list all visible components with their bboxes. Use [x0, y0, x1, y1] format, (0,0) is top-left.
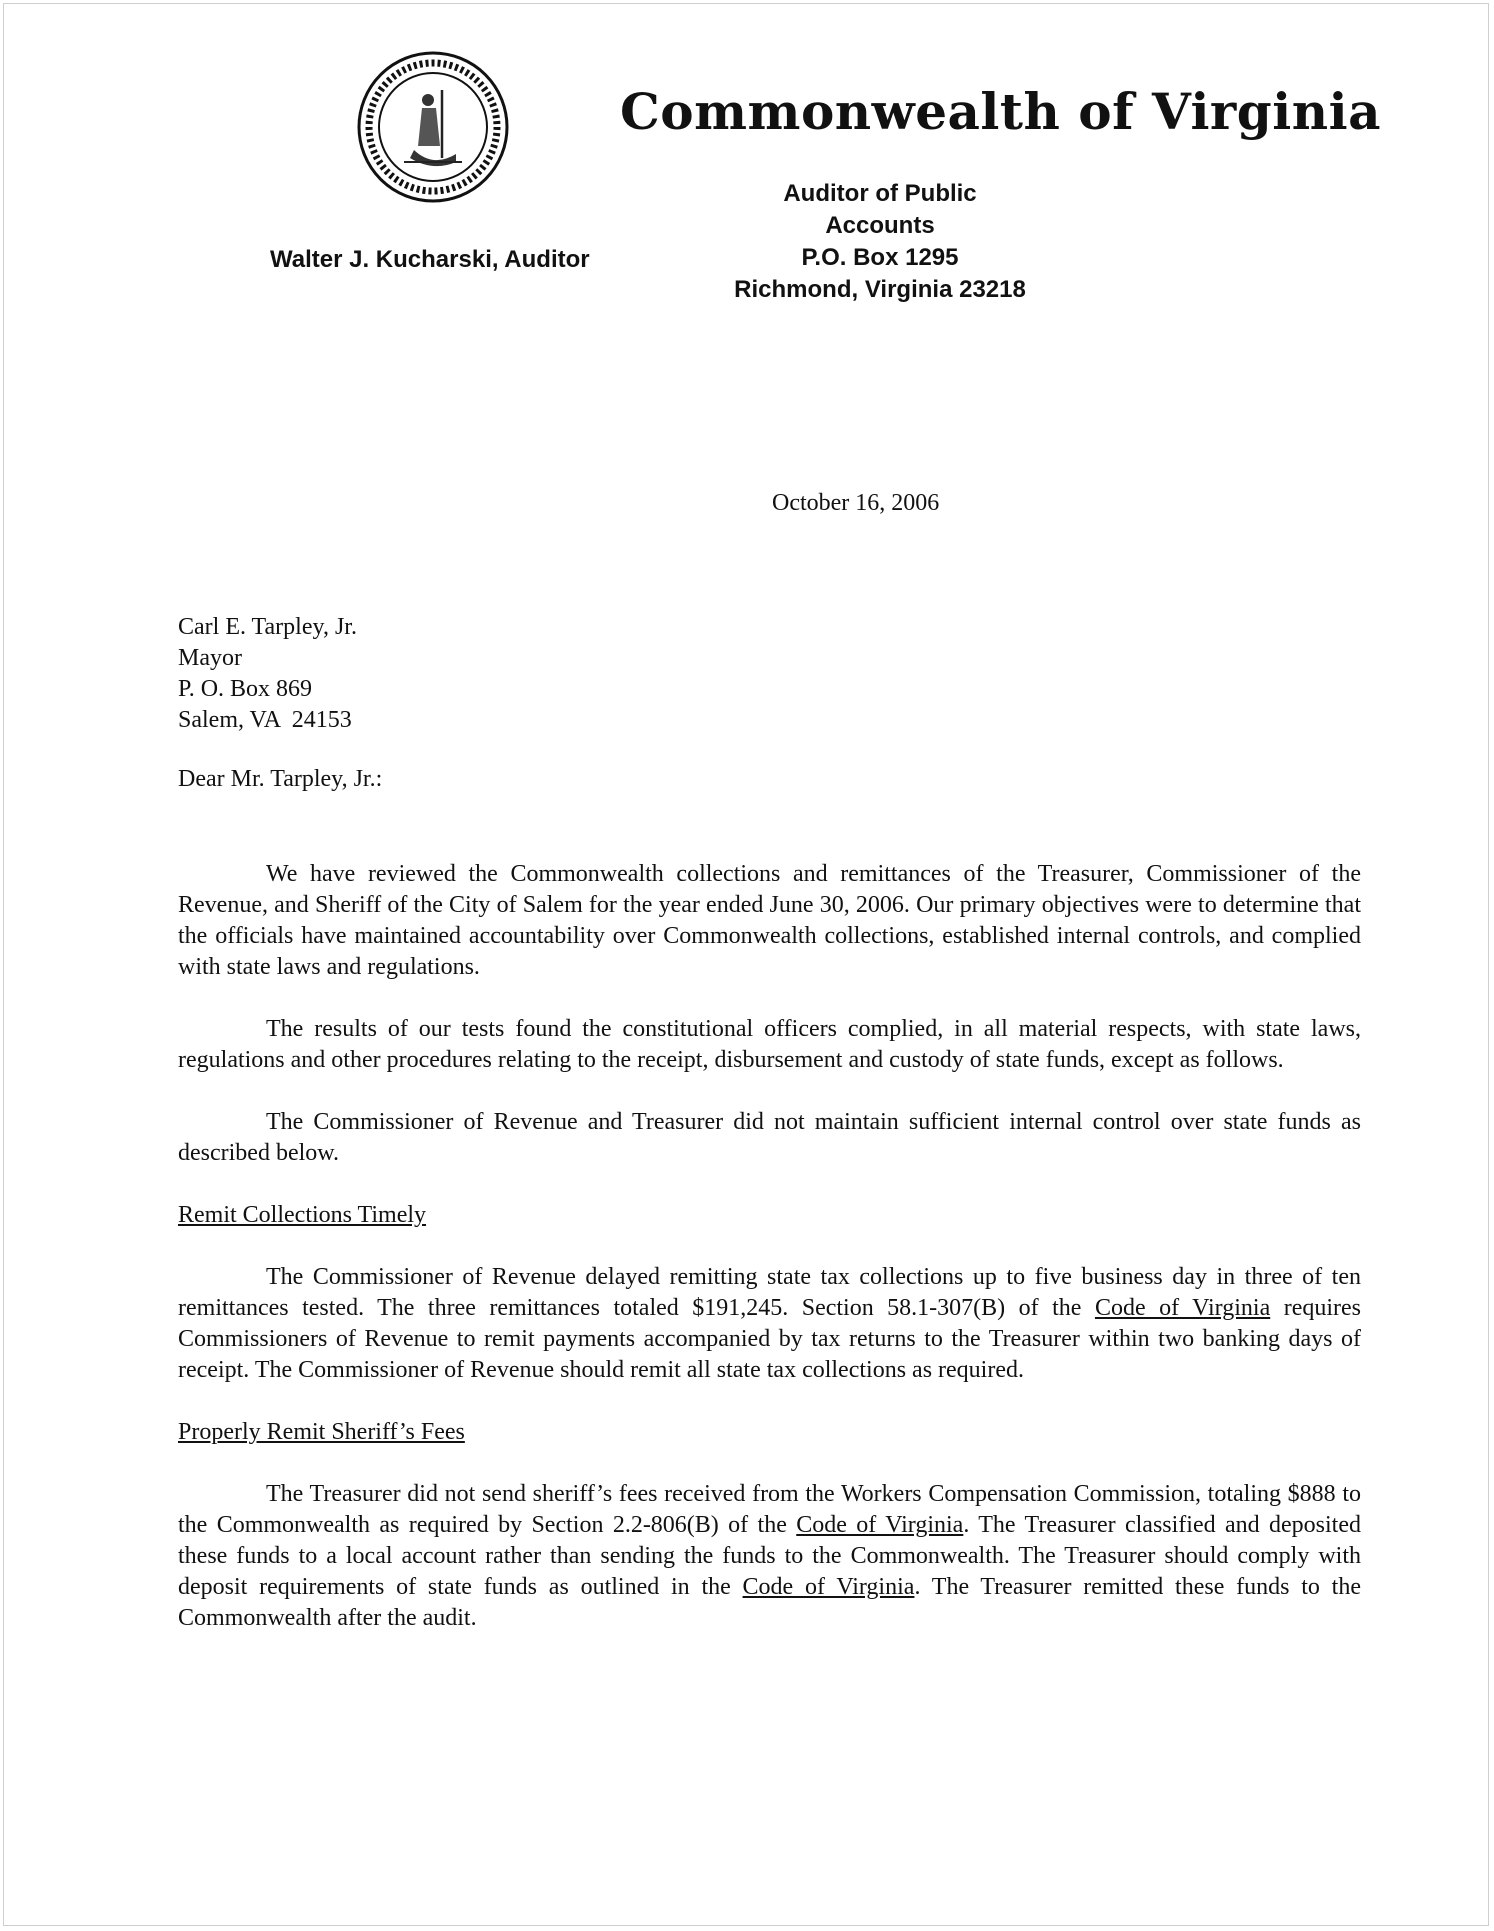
heading-sheriff-fees: Properly Remit Sheriff’s Fees — [178, 1419, 465, 1445]
letter-date: October 16, 2006 — [772, 490, 940, 516]
office-city: Richmond, Virginia 23218 — [734, 276, 1026, 303]
recipient-address — [178, 612, 357, 736]
auditor-name: Walter J. Kucharski, Auditor — [270, 246, 590, 273]
text-segment: requires Commissioners of Revenue to remit payments accompanied by tax returns to the Treasurer within two banking days of receipt. The Commissioner of Revenue should remit all state tax collections as required. — [178, 1295, 1362, 1383]
code-of-virginia-ref: Code of Virginia — [796, 1512, 964, 1538]
paragraph-remit-collections — [178, 1262, 1361, 1386]
paragraph-internal-control: The Commissioner of Revenue and Treasurer did not maintain sufficient internal control over state funds as described below. — [178, 1109, 1361, 1166]
text-segment: The Treasurer did not send sheriff’s fees received from the Workers Compensation Commission, totaling $888 to the Commonwealth as required by Section 2.2-806(B) of the — [178, 1481, 1361, 1538]
paragraph-results: The results of our tests found the constitutional officers complied, in all material respects, with state laws, regulations and other procedures relating to the receipt, disbursement and custody of state funds, except as follows. — [178, 1016, 1361, 1073]
office-name: Auditor of Public Accounts — [783, 180, 977, 239]
recipient-title: Mayor — [178, 645, 242, 671]
salutation: Dear Mr. Tarpley, Jr.: — [178, 766, 383, 792]
paragraph-sheriff-fees — [178, 1479, 1361, 1634]
code-of-virginia-ref: Code of Virginia — [742, 1574, 915, 1600]
code-of-virginia-ref: Code of Virginia — [1094, 1295, 1271, 1321]
recipient-city: Salem, VA 24153 — [178, 707, 352, 733]
paragraph-review-scope: We have reviewed the Commonwealth collections and remittances of the Treasurer, Commissioner of the Revenue, and Sheriff of the City of Salem for the year ended June 30, 2006. Our primary objectives were to determine that the officials have maintained accountability over Commonwealth collections, established internal controls, and complied with state laws and regulations. — [178, 861, 1361, 980]
letter-body — [178, 859, 1361, 1665]
masthead-title: Commonwealth of Virginia — [620, 82, 1381, 141]
office-po-box: P.O. Box 1295 — [801, 244, 959, 271]
recipient-name: Carl E. Tarpley, Jr. — [178, 614, 357, 640]
text-segment: . The Treasurer remitted these funds to the Commonwealth after the audit. — [178, 1574, 1362, 1631]
virginia-seal-icon — [356, 50, 510, 204]
text-segment: The Commissioner of Revenue delayed remitting state tax collections up to five business day in three of ten remittances tested. The three remittances totaled $191,245. Section 58.1-307(B) of the — [178, 1264, 1361, 1321]
heading-remit-collections: Remit Collections Timely — [178, 1202, 427, 1228]
text-segment: . The Treasurer classified and deposited these funds to a local account rather than sending the funds to the Commonwealth. The Treasurer should comply with deposit requirements of state funds as outlined in the — [178, 1512, 1361, 1600]
office-address — [730, 178, 1030, 306]
recipient-po-box: P. O. Box 869 — [178, 676, 313, 702]
